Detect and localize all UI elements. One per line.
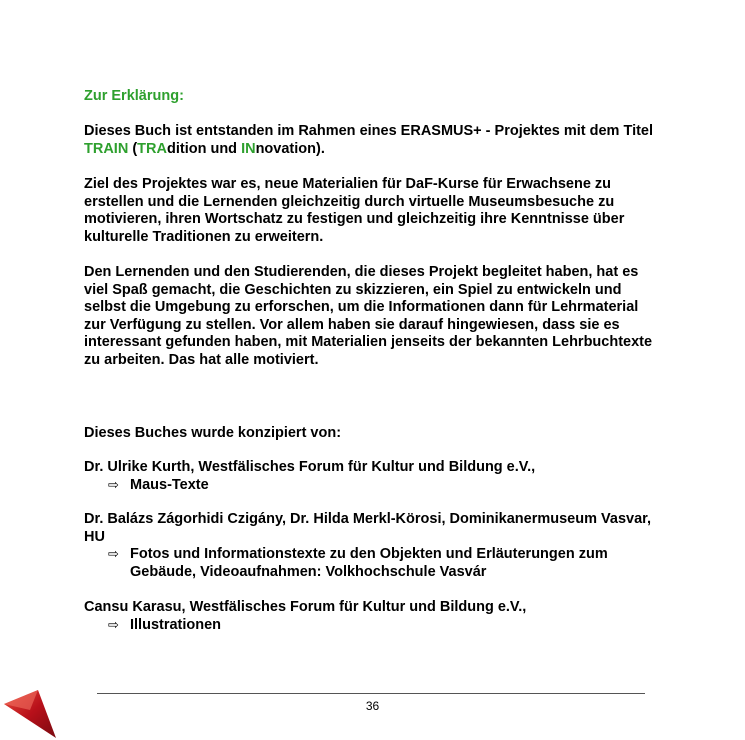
credit-block [84, 511, 664, 581]
arrow-icon: ⇨ [108, 617, 119, 633]
goal-paragraph: Ziel des Projektes war es, neue Materialien für DaF-Kurse für Erwachsene zu erstellen und die Lernenden gleichzeitig durch virtuelle Museumsbesuche zu motivieren, ihren Wortschatz zu festigen und gleichzeitig ihre Kenntnisse über kulturelle Traditionen zu erweitern. [84, 176, 625, 245]
credit-item [84, 477, 664, 495]
acronym-in: IN [241, 140, 256, 157]
section-heading: Zur Erklärung: [84, 88, 184, 104]
credit-item [84, 546, 664, 581]
footer-divider [97, 693, 645, 694]
credit-block [84, 459, 664, 494]
intro-dition: dition und [166, 140, 242, 157]
credit-item-text: Maus-Texte [130, 476, 209, 493]
credit-item-text: Fotos und Informationstexte zu den Objekten und Erläuterungen zum Gebäude, Videoaufnahmen: Volkhochschule Vasvár [130, 546, 608, 580]
credit-block [84, 599, 664, 634]
arrow-icon: ⇨ [108, 547, 119, 562]
intro-paragraph [84, 123, 664, 158]
credit-name: Dr. Ulrike Kurth, Westfälisches Forum für Kultur und Bildung e.V., [84, 459, 536, 475]
concept-label: Dieses Buches wurde konzipiert von: [84, 425, 342, 441]
acronym-tra: TRA [137, 140, 167, 157]
credit-name: Dr. Balázs Zágorhidi Czigány, Dr. Hilda Merkl-Körosi, Dominikanermuseum Vasvar, HU [84, 511, 652, 545]
arrow-icon: ⇨ [108, 477, 119, 493]
page-corner-decoration [0, 688, 64, 740]
intro-paren: ( [128, 140, 138, 157]
page-number: 36 [365, 699, 380, 713]
intro-novation: novation). [255, 140, 325, 157]
learners-paragraph: Den Lernenden und den Studierenden, die dieses Projekt begleitet haben, hat es viel Spaß gemacht, die Geschichten zu skizzieren, ein Spiel zu entwickeln und selbst die Umgebung zu erforschen, um die Informationen dann für Lehrmaterial zur Verfügung zu stellen. Vor allem haben sie darauf hingewiesen, dass sie es interessant gefunden haben, mit Materialien jenseits der bekannten Lehrbuchtexte zu arbeiten. Das hat alle motiviert. [84, 264, 653, 368]
credit-item [84, 617, 664, 635]
intro-text: Dieses Buch ist entstanden im Rahmen eines ERASMUS+ - Projektes mit dem Titel [84, 123, 654, 139]
credit-name: Cansu Karasu, Westfälisches Forum für Kultur und Bildung e.V., [84, 599, 527, 615]
credit-item-text: Illustrationen [130, 616, 222, 633]
project-name-train: TRAIN [84, 140, 129, 157]
